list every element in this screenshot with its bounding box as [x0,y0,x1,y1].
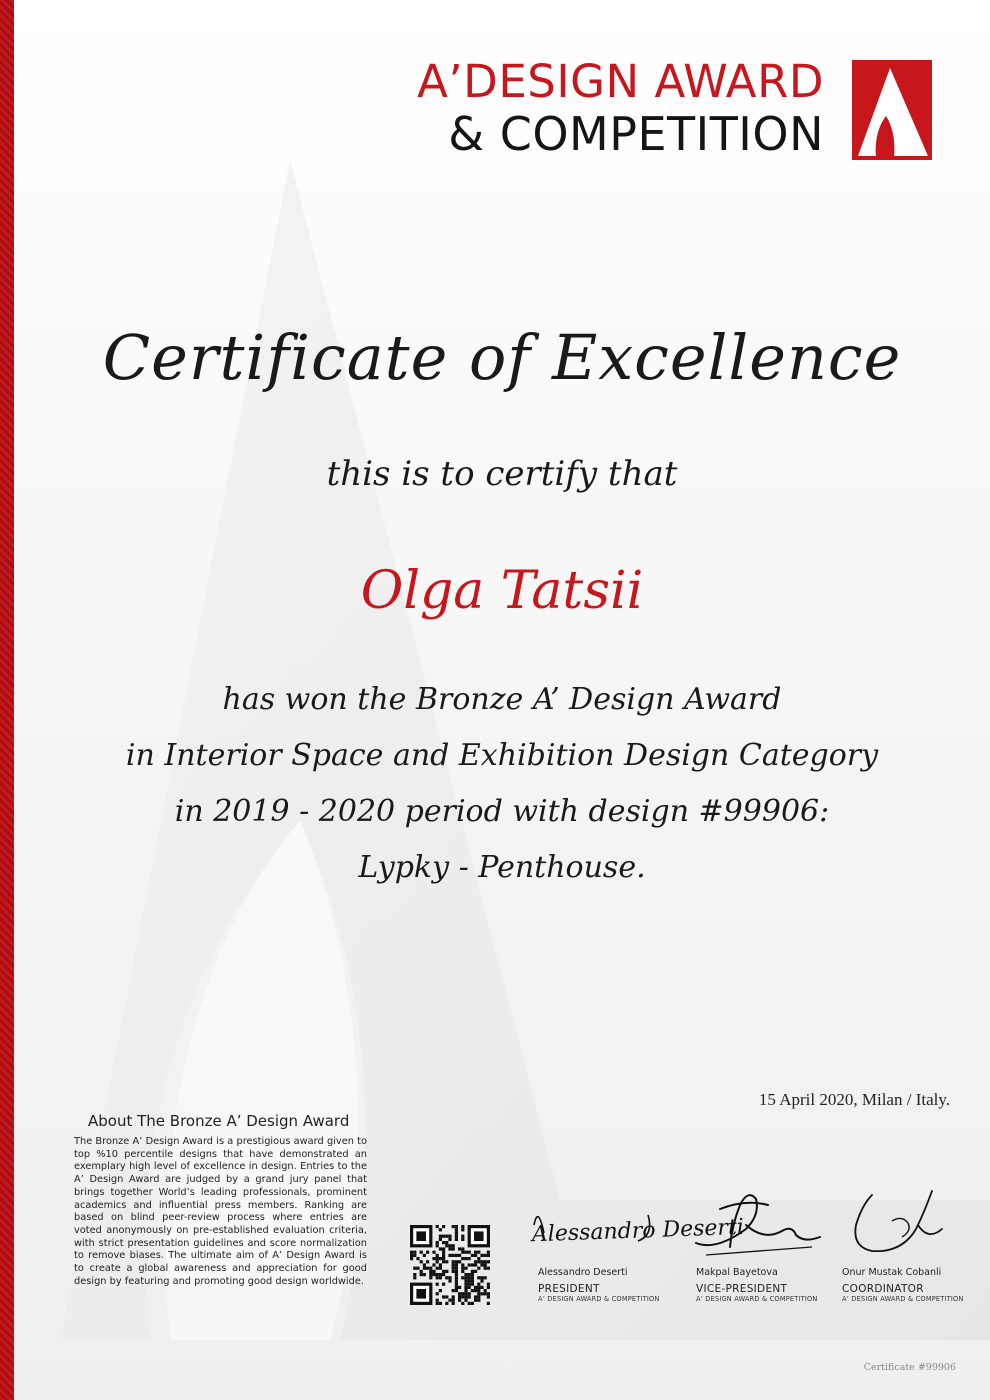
brand-name-line2: & COMPETITION [448,107,824,161]
a-design-drop-logo-icon [852,60,932,160]
signatory-role: VICE-PRESIDENT [696,1283,788,1295]
award-line: in Interior Space and Exhibition Design Category [125,738,879,773]
svg-text:Alessandro Deserti: Alessandro Deserti [531,1214,745,1248]
award-line: Lypky - Penthouse. [358,850,646,885]
signatory-coordinator [832,1185,972,1303]
award-line: in 2019 - 2020 period with design #99906: [174,794,830,829]
certificate-title: Certificate of Excellence [102,321,902,394]
signature-icon [528,1185,745,1265]
signatory-role: COORDINATOR [842,1283,924,1295]
brand-logo [292,56,932,166]
about-title: About The Bronze A’ Design Award [88,1112,350,1130]
brand-name-line1: A’DESIGN AWARD [417,55,824,108]
certificate-number: Certificate #99906 [863,1362,956,1373]
date-place: 15 April 2020, Milan / Italy. [758,1090,950,1109]
qr-code-icon[interactable] [410,1225,490,1305]
signatory-name: Makpal Bayetova [696,1267,778,1278]
signatory-role: PRESIDENT [538,1283,600,1295]
about-text: The Bronze A’ Design Award is a prestigious award given to top %10 percentile designs that have demonstrated an exemplary high level of excellence in design. Entries to the A’ Design Award are judged by a grand jury panel that brings together World’s leading professionals, prominent academics and influential press members. Ranking are based on blind peer-review process where entries are voted anonymously on pre-established evaluation criteria, with strict presentation guidelines and score normalization to remove biases. The ultimate aim of A’ Design Award is to create a global awareness and appreciation for good design by featuring and promoting good design worldwide. [74,1136,367,1287]
signature-icon [686,1185,826,1265]
signature-icon [832,1185,972,1265]
signatory-vice-president [686,1185,826,1303]
signatory-name: Onur Mustak Cobanli [842,1267,942,1278]
certify-line: this is to certify that [326,454,678,494]
signatory-name: Alessandro Deserti [538,1267,628,1278]
signatory-org: A’ DESIGN AWARD & COMPETITION [696,1295,818,1303]
signatory-org: A’ DESIGN AWARD & COMPETITION [538,1295,660,1303]
signatory-org: A’ DESIGN AWARD & COMPETITION [842,1295,964,1303]
award-line: has won the Bronze A’ Design Award [222,682,782,717]
recipient-name: Olga Tatsii [360,561,644,621]
